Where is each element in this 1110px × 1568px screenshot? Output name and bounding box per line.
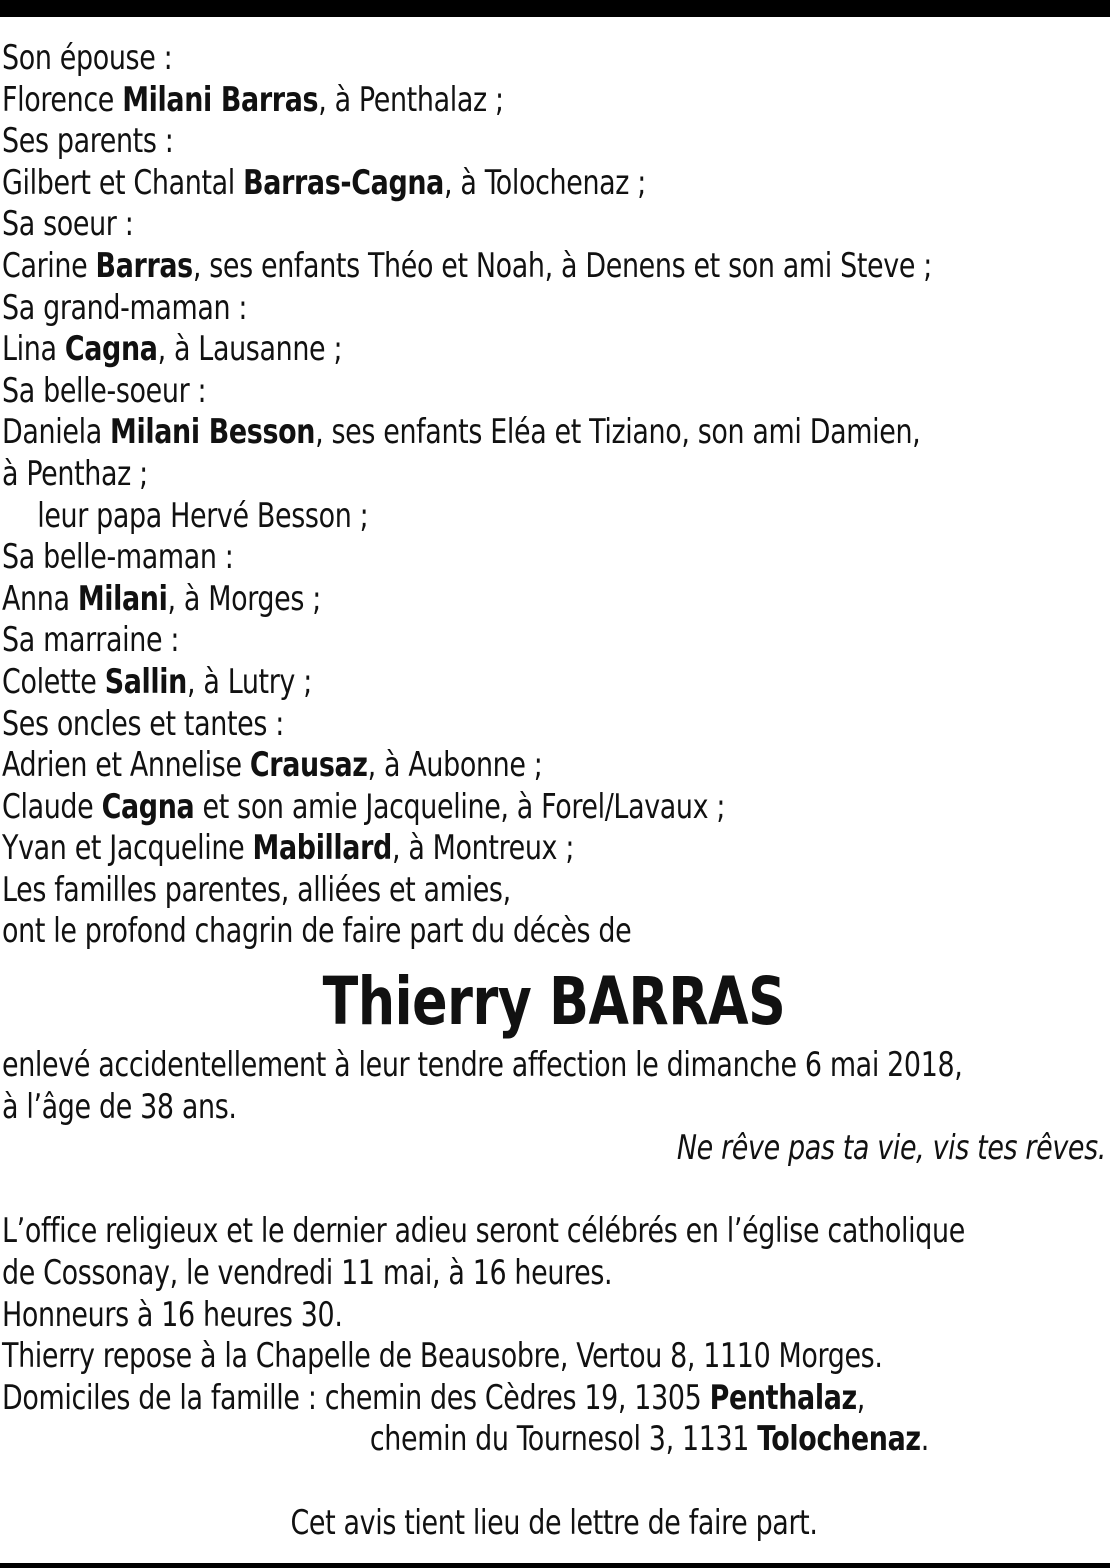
family-line [2,537,974,579]
family-text: , à Lausanne ; [157,329,343,370]
family-text: , ses enfants Théo et Noah, à Denens et son ami Steve ; [192,245,932,286]
family-line [2,579,974,621]
ceremony-line-1: L’office religieux et le dernier adieu seront célébrés en l’église catholique [2,1211,965,1252]
family-line [2,745,974,787]
family-line [2,80,974,122]
family-line [2,121,974,163]
family-text: Adrien et Annelise [2,745,250,786]
family-text: , à Morges ; [167,578,321,619]
family-list [2,38,1106,953]
family-text: ont le profond chagrin de faire part du décès de [2,911,632,952]
address-1-end: , [856,1377,866,1418]
family-text: Daniela [2,412,111,453]
family-line [2,911,974,953]
death-line-1: enlevé accidentellement à leur tendre affection le dimanche 6 mai 2018, [2,1045,963,1086]
family-text: , à Montreux ; [391,828,575,869]
family-text: à Penthaz ; [2,453,148,494]
address-2-text: chemin du Tournesol 3, 1131 [369,1419,758,1460]
honours-line: Honneurs à 16 heures 30. [2,1294,343,1335]
deceased-name: Thierry BARRAS [322,963,786,1041]
family-text: Sa grand-maman : [2,287,248,328]
family-line [2,163,974,205]
family-line [2,412,974,454]
family-line [2,288,974,330]
family-surname: Barras [95,245,193,286]
address-2-end: . [920,1419,929,1460]
family-text: Lina [2,329,65,370]
family-text: Colette [2,661,105,702]
family-surname: Barras-Cagna [243,162,444,203]
spacer [2,1170,1106,1212]
family-text: Gilbert et Chantal [2,162,244,203]
family-surname: Sallin [104,661,187,702]
family-surname: Crausaz [249,745,368,786]
family-text: Les familles parentes, alliées et amies, [2,869,511,910]
address-2-town: Tolochenaz [757,1419,921,1460]
family-line [2,704,974,746]
family-surname: Cagna [64,329,158,370]
family-text: Claude [2,786,102,827]
ceremony-line-2: de Cossonay, le vendredi 11 mai, à 16 heures. [2,1253,613,1294]
family-text: , à Penthalaz ; [318,79,504,120]
family-text: Sa soeur : [2,204,134,245]
family-line [2,204,974,246]
family-text: Carine [2,245,96,286]
family-text: Ses parents : [2,121,174,162]
family-text: Sa belle-soeur : [2,370,207,411]
family-surname: Milani [77,578,168,619]
obituary-notice [2,38,1106,1544]
family-text: , à Tolochenaz ; [443,162,646,203]
family-line [2,870,974,912]
family-line [2,787,974,829]
family-line [2,662,974,704]
address-1-town: Penthalaz [709,1377,857,1418]
family-line [2,496,974,538]
family-line [2,828,974,870]
family-line [2,329,974,371]
family-text: Yvan et Jacqueline [2,828,253,869]
family-text: Sa belle-maman : [2,537,234,578]
family-text: , à Lutry ; [186,661,312,702]
top-border [0,0,1110,17]
family-surname: Milani Besson [110,412,316,453]
family-text: Ses oncles et tantes : [2,703,284,744]
family-line [2,371,974,413]
motto: Ne rêve pas ta vie, vis tes rêves. [676,1128,1106,1169]
address-1-text: Domiciles de la famille : chemin des Cèdres 19, 1305 [2,1377,710,1418]
family-text: Sa marraine : [2,620,180,661]
bottom-border [0,1563,1110,1568]
closing-line: Cet avis tient lieu de lettre de faire part. [290,1502,818,1543]
family-text: , ses enfants Eléa et Tiziano, son ami Damien, [315,412,921,453]
family-text: Anna [2,578,78,619]
death-line-2: à l’âge de 38 ans. [2,1086,237,1127]
family-surname: Milani Barras [122,79,319,120]
family-surname: Mabillard [252,828,392,869]
family-address-1 [2,1378,974,1420]
family-address-2 [2,1419,974,1461]
repose-line: Thierry repose à la Chapelle de Beausobre, Vertou 8, 1110 Morges. [2,1336,883,1377]
family-text: , à Aubonne ; [367,745,543,786]
family-text: leur papa Hervé Besson ; [37,495,369,536]
family-line [2,246,974,288]
family-surname: Cagna [101,786,195,827]
family-line [2,620,974,662]
family-text: Son épouse : [2,38,173,78]
family-line [2,454,974,496]
family-text: et son amie Jacqueline, à Forel/Lavaux ; [194,786,726,827]
family-text: Florence [2,79,123,120]
spacer [2,1461,1106,1503]
family-line [2,38,974,80]
